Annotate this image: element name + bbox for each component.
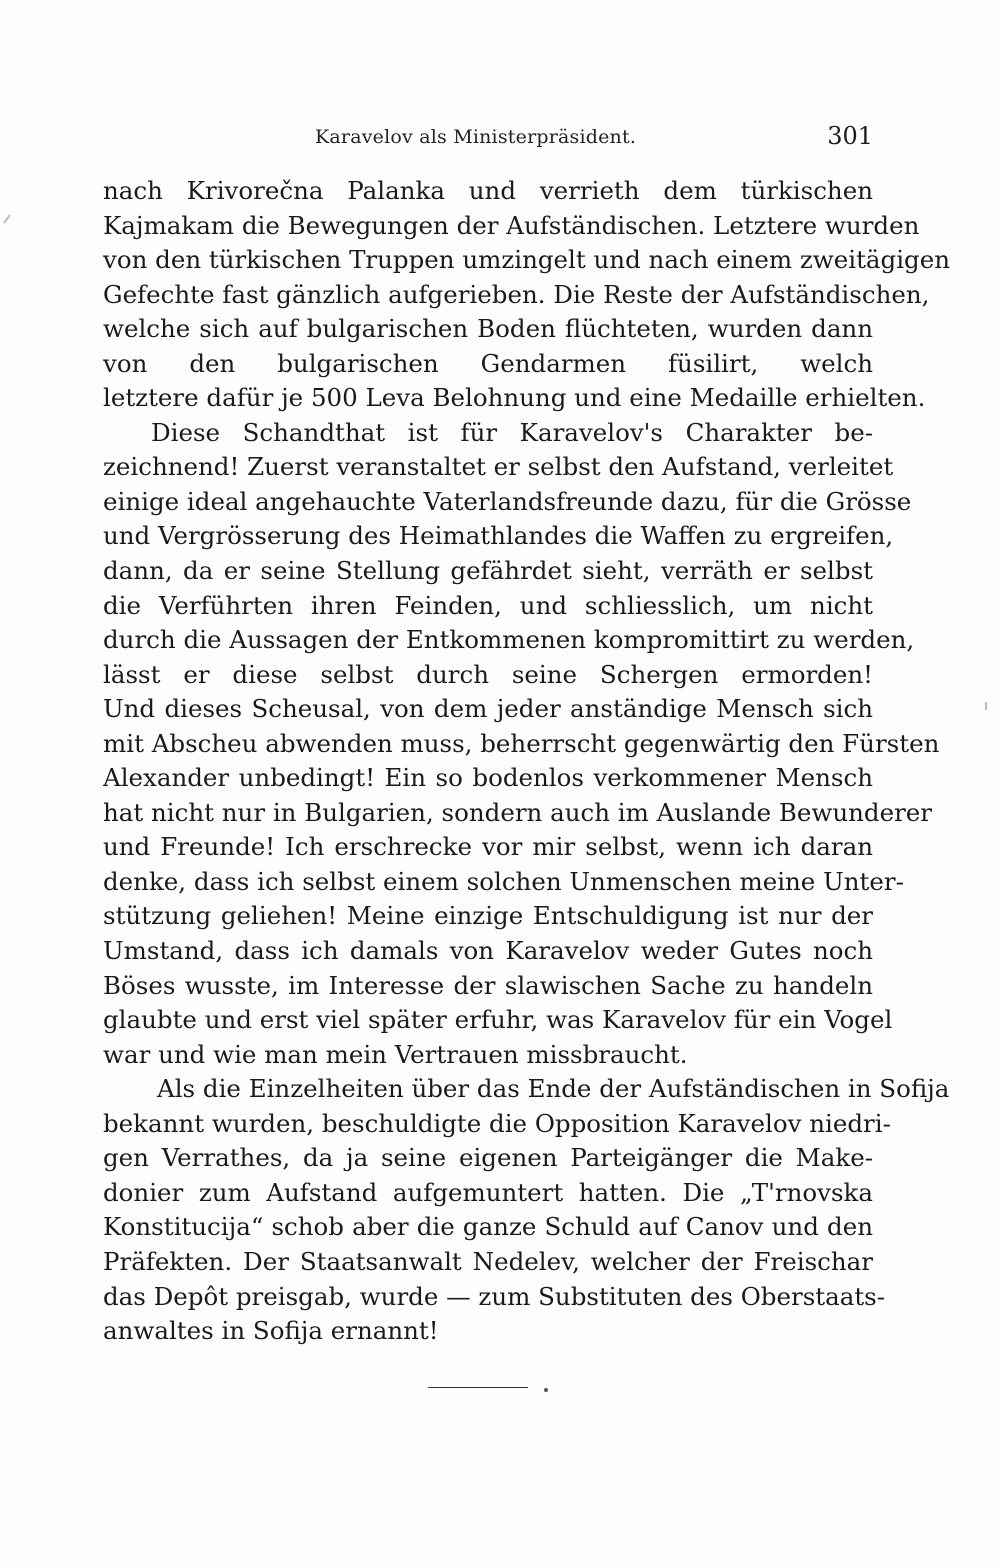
- paragraph-1: [103, 174, 950, 416]
- body-text: [103, 174, 950, 1349]
- text-line: von den türkischen Truppen umzingelt und nach einem zweitägigen: [103, 245, 950, 275]
- text-line: war und wie man mein Vertrauen missbraucht.: [103, 1039, 688, 1069]
- text-line: nach Krivorečna Palanka und verrieth dem türkischen: [103, 176, 873, 205]
- text-line: die Verführten ihren Feinden, und schliesslich, um nicht: [103, 590, 873, 620]
- text-line: Und dieses Scheusal, von dem jeder anständige Mensch sich: [103, 694, 873, 724]
- text-line: anwaltes in Sofija ernannt!: [103, 1316, 439, 1346]
- text-line: Böses wusste, im Interesse der slawischen Sache zu handeln: [103, 970, 873, 1000]
- text-line: Als die Einzelheiten über das Ende der Aufständischen in Sofija: [157, 1074, 950, 1104]
- text-line: lässt er diese selbst durch seine Schergen ermorden!: [103, 659, 873, 689]
- paragraph-3: [103, 1072, 950, 1348]
- paragraph-2: [103, 416, 940, 1072]
- text-line: stützung geliehen! Meine einzige Entschuldigung ist nur der: [103, 901, 873, 931]
- running-title: Karavelov als Ministerpräsident.: [315, 126, 637, 148]
- rule-dot: [544, 1388, 548, 1392]
- margin-mark: [3, 214, 10, 223]
- text-line: glaubte und erst viel später erfuhr, was Karavelov für ein Vogel: [103, 1005, 893, 1035]
- text-line: denke, dass ich selbst einem solchen Unmenschen meine Unter-: [103, 866, 904, 896]
- text-line: und Vergrösserung des Heimathlandes die Waffen zu ergreifen,: [103, 521, 894, 551]
- text-line: durch die Aussagen der Entkommenen kompromittirt zu werden,: [103, 625, 915, 655]
- text-line: donier zum Aufstand aufgemuntert hatten. Die „T'rnovska: [103, 1177, 873, 1207]
- text-line: Konstitucija“ schob aber die ganze Schuld auf Canov und den: [103, 1212, 873, 1242]
- text-line: mit Abscheu abwenden muss, beherrscht gegenwärtig den Fürsten: [103, 728, 940, 758]
- text-line: und Freunde! Ich erschrecke vor mir selbst, wenn ich daran: [103, 832, 873, 862]
- text-line: hat nicht nur in Bulgarien, sondern auch im Auslande Bewunderer: [103, 797, 933, 827]
- text-line: Umstand, dass ich damals von Karavelov weder Gutes noch: [103, 936, 873, 966]
- page-header: [103, 122, 873, 154]
- text-line: Alexander unbedingt! Ein so bodenlos verkommener Mensch: [103, 763, 873, 793]
- text-line: letztere dafür je 500 Leva Belohnung und eine Medaille erhielten.: [103, 383, 926, 413]
- text-line: zeichnend! Zuerst veranstaltet er selbst den Aufstand, verleitet: [103, 452, 894, 482]
- text-line: gen Verrathes, da ja seine eigenen Parteigänger die Make-: [103, 1143, 873, 1173]
- text-line: Präfekten. Der Staatsanwalt Nedelev, welcher der Freischar: [103, 1246, 873, 1276]
- text-line: dann, da er seine Stellung gefährdet sieht, verräth er selbst: [103, 556, 873, 586]
- text-line: einige ideal angehauchte Vaterlandsfreunde dazu, für die Grösse: [103, 486, 912, 516]
- end-rule: [428, 1387, 528, 1388]
- text-line: Kajmakam die Bewegungen der Aufständischen. Letztere wurden: [103, 210, 920, 240]
- text-line: welche sich auf bulgarischen Boden flüchteten, wurden dann: [103, 314, 873, 344]
- margin-mark: [985, 702, 987, 710]
- text-line: das Depôt preisgab, wurde — zum Substituten des Oberstaats-: [103, 1281, 886, 1311]
- text-line: bekannt wurden, beschuldigte die Opposition Karavelov niedri-: [103, 1108, 891, 1138]
- text-line: von den bulgarischen Gendarmen füsilirt, welch: [103, 348, 873, 378]
- text-line: Diese Schandthat ist für Karavelov's Charakter be-: [151, 417, 873, 447]
- page-number: 301: [827, 122, 873, 150]
- text-line: Gefechte fast gänzlich aufgerieben. Die Reste der Aufständischen,: [103, 279, 930, 309]
